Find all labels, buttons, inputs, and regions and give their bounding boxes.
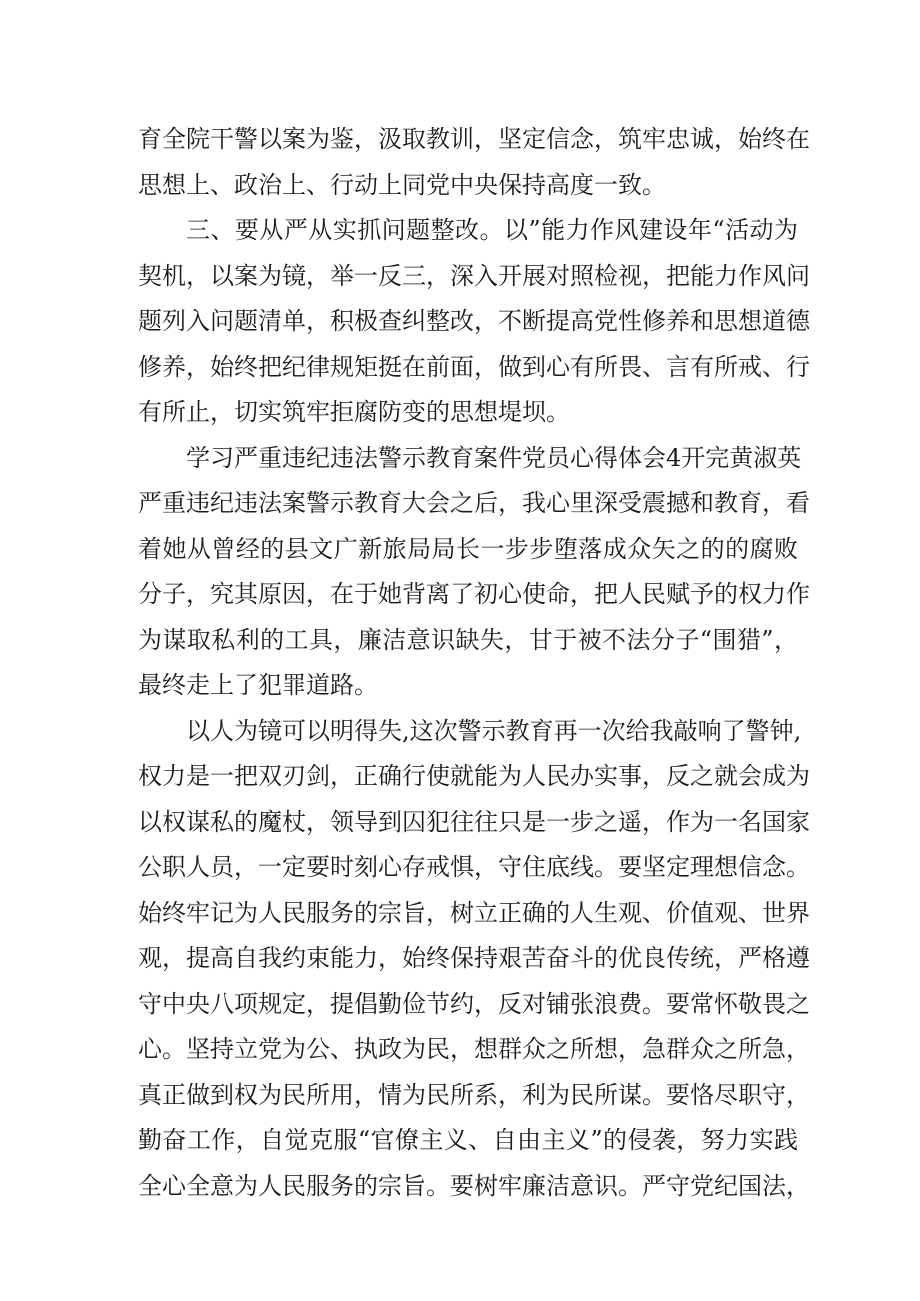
text-line: 三、要从严从实抓问题整改。以”能力作风建设年“活动为 [186,216,798,244]
paragraph [138,709,810,1210]
text-line: 全心全意为人民服务的宗旨。要树牢廉洁意识。严守党纪国法， [138,1171,810,1200]
text-line: 严重违纪违法案警示教育大会之后，我心里深受震撼和教育，看 [138,489,810,517]
text-line: 分子，究其原因，在于她背离了初心使命，把人民赋予的权力作 [138,580,810,608]
text-line: 守中央八项规定，提倡勤俭节约，反对铺张浪费。要常怀敬畏之 [138,989,810,1018]
paragraph [138,117,810,208]
text-line: 为谋取私利的工具，廉洁意识缺失，甘于被不法分子“围猎”， [138,625,798,654]
text-line: 最终走上了犯罪道路。 [138,671,378,699]
text-line: 题列入问题清单，积极查纠整改，不断提高党性修养和思想道德 [138,307,810,335]
text-line: 契机，以案为镜，举一反三，深入开展对照检视，把能力作风问 [138,261,810,290]
text-line: 勤奋工作，自觉克服“官僚主义、自由主义”的侵袭，努力实践 [138,1126,798,1154]
text-line: 以权谋私的魔杖，领导到囚犯往往只是一步之遥，作为一名国家 [138,807,810,836]
text-line: 修养，始终把纪律规矩挺在前面，做到心有所畏、言有所戒、行 [138,352,810,381]
text-line: 学习严重违纪违法警示教育案件党员心得体会4开完黄淑英 [186,443,802,472]
text-line: 着她从曾经的县文广新旅局局长一步步堕落成众矢之的的腐败 [138,534,798,563]
text-line: 权力是一把双刃剑，正确行使就能为人民办实事，反之就会成为 [138,762,810,790]
paragraph [138,436,810,709]
document-body [138,117,810,1209]
text-line: 始终牢记为人民服务的宗旨，树立正确的人生观、价值观、世界 [138,898,810,927]
text-line: 思想上、政治上、行动上同党中央保持高度一致。 [138,170,666,199]
text-line: 以人为镜可以明得失,这次警示教育再一次给我敲响了警钟, [186,716,802,745]
text-line: 心。坚持立党为公、执政为民，想群众之所想，急群众之所急， [138,1035,810,1063]
text-line: 公职人员，一定要时刻心存戒惧，守住底线。要坚定理想信念。 [138,853,810,881]
paragraph [138,208,810,436]
text-line: 有所止，切实筑牢拒腐防变的思想堤坝。 [138,398,570,426]
text-line: 育全院干警以案为鉴，汲取教训，坚定信念，筑牢忠诚，始终在 [138,125,810,153]
text-line: 观，提高自我约束能力，始终保持艰苦奋斗的优良传统，严格遵 [138,944,810,972]
text-line: 真正做到权为民所用，情为民所系，利为民所谋。要恪尽职守， [138,1080,810,1109]
